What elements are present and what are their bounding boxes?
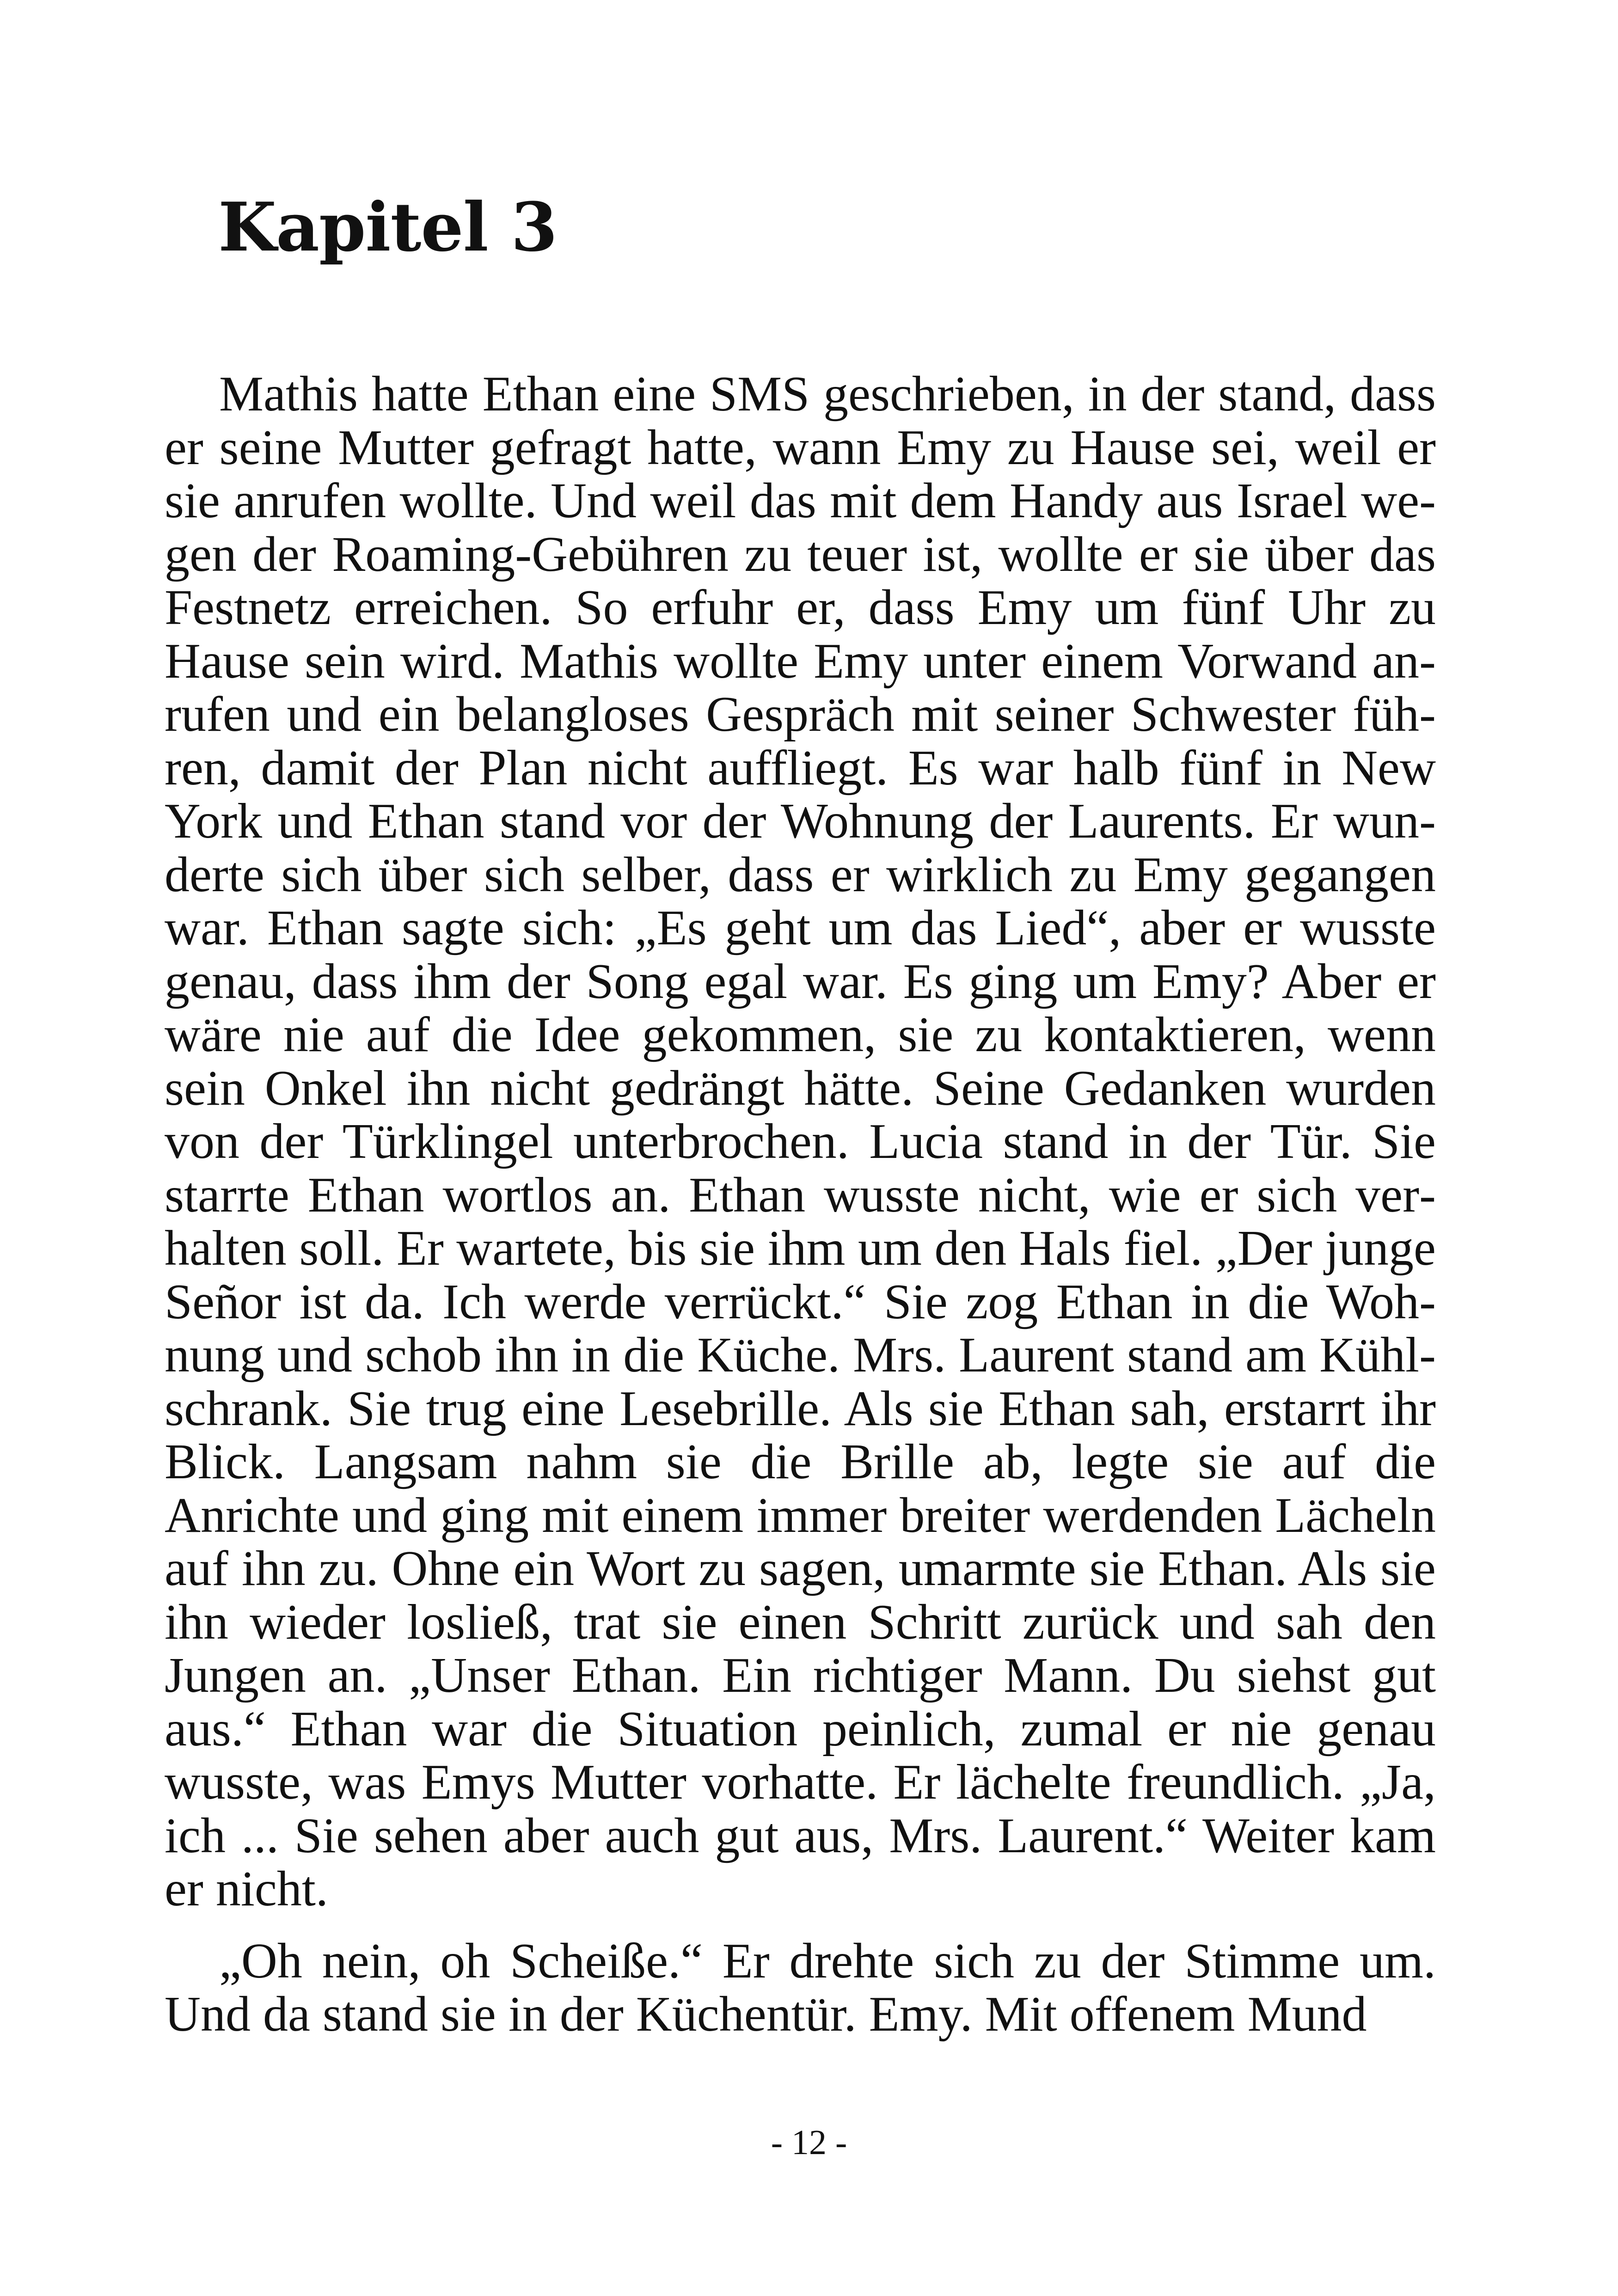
chapter-body (165, 367, 1436, 2041)
page-number: - 12 - (771, 2123, 847, 2162)
paragraph: Mathis hatte Ethan eine SMS geschrieben, in der stand, dass er seine Mutter gefragt hatte, wann Emy zu Hause sei, weil er sie anrufen wollte. Und weil das mit dem Handy aus Israel wegen der Roaming-Gebühren zu teuer ist, wollte er sie über das Festnetz erreichen. So erfuhr er, dass Emy um fünf Uhr zu Hause sein wird. Mathis wollte Emy unter einem Vorwand anrufen und ein belangloses Gespräch mit seiner Schwester führen, damit der Plan nicht auffliegt. Es war halb fünf in New York und Ethan stand vor der Wohnung der Laurents. Er wunderte sich über sich selber, dass er wirklich zu Emy gegangen war. Ethan sagte sich: „Es geht um das Lied“, aber er wusste genau, dass ihm der Song egal war. Es ging um Emy? Aber er wäre nie auf die Idee gekommen, sie zu kontaktieren, wenn sein Onkel ihn nicht gedrängt hätte. Seine Gedanken wurden von der Türklingel unterbrochen. Lucia stand in der Tür. Sie starrte Ethan wortlos an. Ethan wusste nicht, wie er sich verhalten soll. Er wartete, bis sie ihm um den Hals fiel. „Der junge Señor ist da. Ich werde verrückt.“ Sie zog Ethan in die Wohnung und schob ihn in die Küche. Mrs. Laurent stand am Kühlschrank. Sie trug eine Lesebrille. Als sie Ethan sah, erstarrt ihr Blick. Langsam nahm sie die Brille ab, legte sie auf die Anrichte und ging mit einem immer breiter werdenden Lächeln auf ihn zu. Ohne ein Wort zu sagen, umarmte sie Ethan. Als sie ihn wieder losließ, trat sie einen Schritt zurück und sah den Jungen an. „Unser Ethan. Ein richtiger Mann. Du siehst gut aus.“ Ethan war die Situation peinlich, zumal er nie genau wusste, was Emys Mutter vorhatte. Er lächelte freundlich. „Ja, ich ... Sie sehen aber auch gut aus, Mrs. Laurent.“ Weiter kam er nicht. (165, 367, 1436, 1916)
paragraph: „Oh nein, oh Scheiße.“ Er drehte sich zu der Stimme um. Und da stand sie in der Küchentür. Emy. Mit offenem Mund (165, 1933, 1436, 2042)
chapter-title: Kapitel 3 (218, 188, 558, 267)
